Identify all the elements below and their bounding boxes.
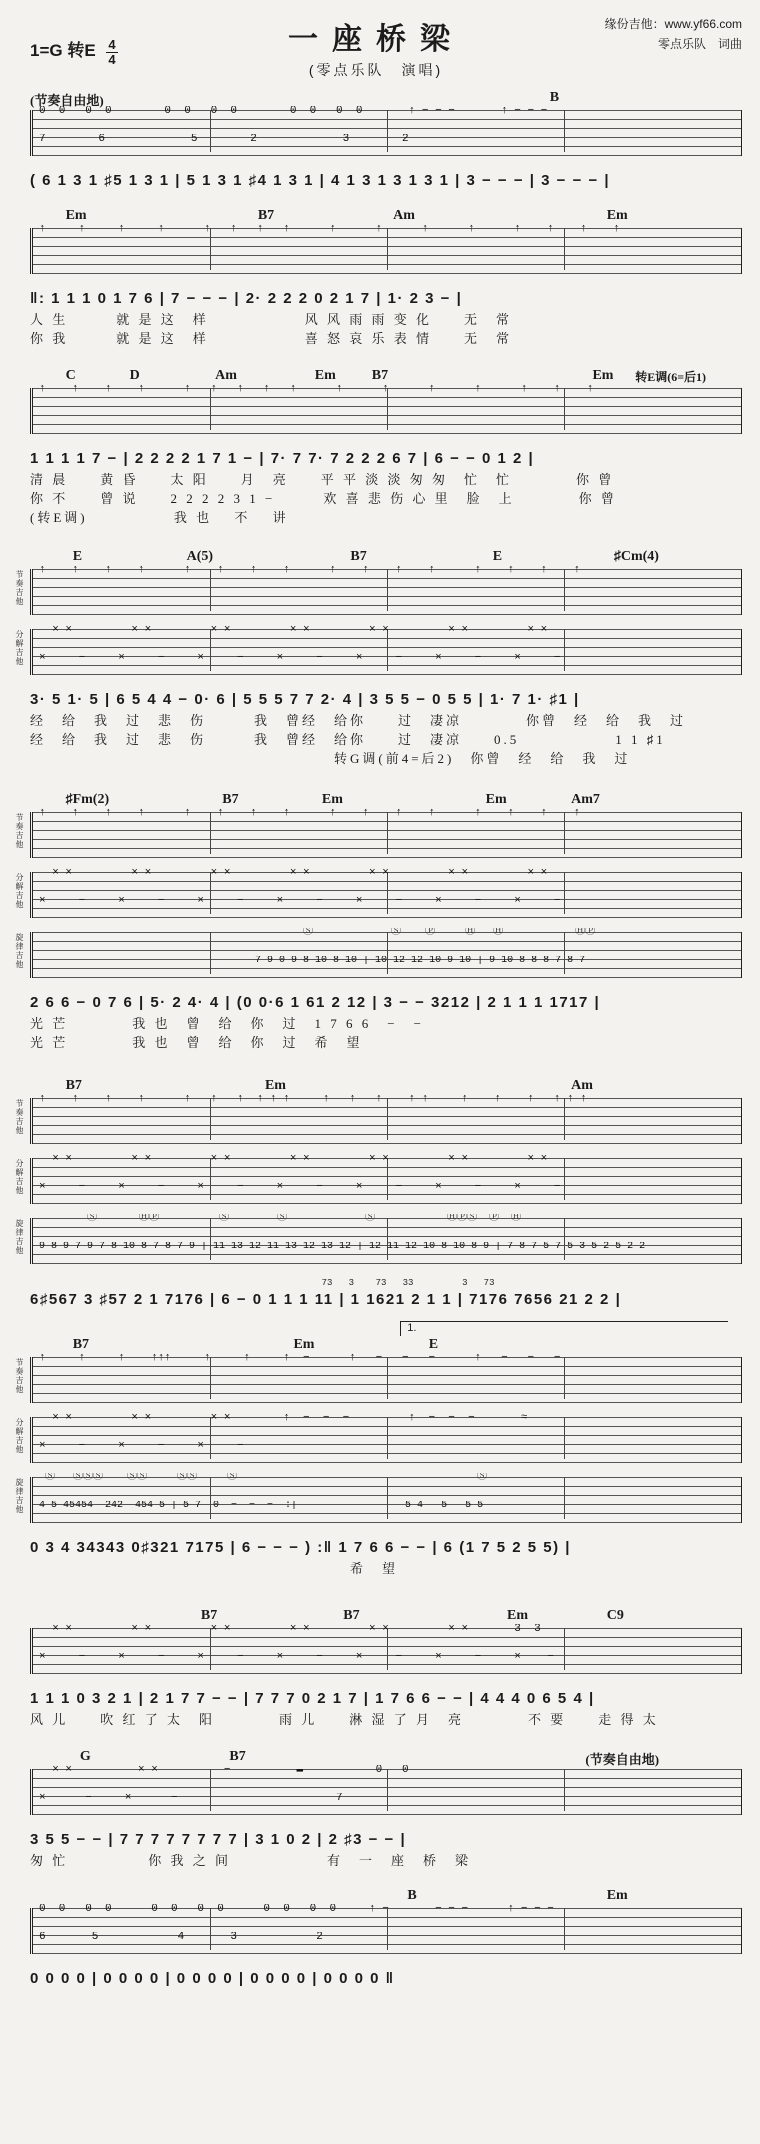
staff-notes-row: ↑ ↑ ↑ ↑ ↑ ↑ ↑ ↑ ↑ ↑ ↑ ↑ ↑ ↑ ↑ ↑ (39, 565, 581, 576)
chord-label: Em (314, 368, 336, 383)
staff-arp (15, 1154, 742, 1208)
lyrics-line: 人 生 就 是 这 样 风 风 雨 雨 变 化 无 常 (30, 312, 513, 327)
notation-system-1 (30, 90, 742, 192)
staff-notes-row: × − × − × − × − × − × − × − (39, 1652, 554, 1663)
staff-notes-row: 7 6 5 2 3 2 (39, 134, 409, 145)
staff-notes-row: ↑ ↑ ↑ ↑ ↑ ↑ ↑ ↑ ↑ ↑ ↑ ↑ ↑ ↑ ↑ ↑ (39, 808, 581, 819)
barline (210, 1218, 211, 1260)
staff-notes-row: ↑ ↑ ↑ ↑ ↑ ↑ ↑ ↑ ↑ ↑ ↑ ↑ ↑ ↑ ↑ ↑ (39, 384, 594, 395)
jianpu-line: 0 3 4 34343 0♯321 7175 | 6 − − − ) :‖ 1 7 6 6 − − | 6 (1 7 5 2 5 5) | (30, 1539, 571, 1556)
time-signature (106, 38, 117, 66)
chord-label: Em (485, 792, 507, 807)
chord-label: ♯Fm(2) (65, 792, 110, 807)
jianpu-line: 2 6 6 − 0 7 6 | 5· 2 4· 4 | (0 0·6 1 61 2 12 | 3 − − 3212 | 2 1 1 1 1717 | (30, 994, 601, 1011)
staff-strum (30, 384, 742, 438)
staff-part-label: 节奏吉他 (15, 813, 24, 849)
staff-part-label: 旋律吉他 (15, 1219, 24, 1255)
lyrics-line: 经 给 我 过 悲 伤 我 曾经 给你 过 凄凉 0.5 1 1 ♯1 (30, 732, 666, 747)
author-credit: 零点乐队 词曲 (657, 37, 742, 52)
chord-label: Am (215, 368, 237, 383)
staff-notes-row: × × × × × × × × × × × × × × (39, 1154, 548, 1165)
page-title: 一座桥梁 (288, 23, 464, 56)
jianpu-line: 3 5 5 − − | 7 7 7 7 7 7 7 7 | 3 1 0 2 | 2 ♯3 − − | (30, 1831, 407, 1848)
lyrics-line: 你 不 曾 说 2 2 2 2 3 1 − 欢 喜 悲 伤 心 里 脸 上 你 曾 (30, 491, 617, 506)
lyrics-line: 希 望 (30, 1561, 399, 1576)
notation-system-2 (30, 208, 742, 348)
staff-arp (30, 1765, 742, 1819)
staff-part-label: 节奏吉他 (15, 1358, 24, 1394)
lyrics-line: 匆 忙 你 我 之 间 有 一 座 桥 梁 (30, 1853, 472, 1868)
staff-notes-row: 9 8 9 7 9 7 8 10 8 7 8 7 9 | 11 13 12 11 13 12 13 12 | 12 11 12 10 8 10 8 9 | 7 8 7 5 7 5 3 5 2 5 2 2 (39, 1242, 646, 1252)
credits-block (552, 14, 742, 55)
barline (564, 1218, 565, 1260)
staff-strum (15, 1094, 742, 1148)
staff-notes-row: × × × × × × ↑ − − − ↑ − − − ≈ (39, 1413, 528, 1424)
chord-label: B7 (257, 208, 275, 223)
staff-part-label: 旋律吉他 (15, 1478, 24, 1514)
lyrics-line: 清 晨 黄 昏 太 阳 月 亮 平 平 淡 淡 匆 匆 忙 忙 你 曾 (30, 472, 615, 487)
notation-system-8 (30, 1608, 742, 1729)
chord-label: D (129, 368, 140, 383)
tempo-note: (节奏自由地) (585, 1752, 660, 1767)
chord-label: Em (293, 1337, 315, 1352)
modulation-note: 转E调(6=后1) (635, 370, 707, 384)
staff-part-label: 节奏吉他 (15, 570, 24, 606)
staff-notes-row: ↑ ↑ ↑ ↑↑↑ ↑ ↑ ↑ − ↑ − − − ↑ − − − (39, 1353, 561, 1364)
staff-notes-row: × − × − 7 (39, 1793, 343, 1804)
staff-notes-row: ↑ ↑ ↑ ↑ ↑ ↑ ↑ ↑ ↑ ↑ ↑ ↑ ↑ ↑ ↑ ↑ ↑ ↑ ↑ ↑ ↑ (39, 1094, 587, 1105)
lyrics-line: 经 给 我 过 悲 伤 我 曾经 给你 过 凄凉 你曾 经 给 我 过 (30, 713, 687, 728)
staff-tab (30, 1904, 742, 1958)
chord-label: G (79, 1749, 91, 1764)
staff-notes-row: × − × − × − × − × − × − × − (39, 653, 561, 664)
staff-part-label: 旋律吉他 (15, 933, 24, 969)
chord-label: Am (571, 1078, 593, 1093)
time-top: 4 (108, 36, 116, 52)
tempo-note: (节奏自由地) (30, 93, 104, 108)
notation-system-9 (30, 1749, 742, 1870)
notation-system-6 (15, 1078, 742, 1311)
jianpu-line: 6♯567 3 ♯57 2 1 7176 | 6 − 0 1 1 1 11 | 1 1621 2 1 1 | 7176 7656 21 2 2 | (30, 1291, 622, 1308)
staff-lines (30, 1214, 742, 1264)
chord-label: B7 (65, 1078, 82, 1093)
staff-notes-row: 6 5 4 3 2 (39, 1932, 323, 1943)
score-body (15, 90, 742, 1990)
barline (564, 932, 565, 974)
staff-lines (30, 1154, 742, 1204)
staff-part-label: 分解吉他 (15, 630, 24, 666)
staff-notes-row: × − × − × − × − × − × − × − (39, 1182, 561, 1193)
staff-strum (15, 808, 742, 862)
jianpu-line: 1 1 1 0 3 2 1 | 2 1 7 7 − − | 7 7 7 0 2 1 7 | 1 7 6 6 − − | 4 4 4 0 6 5 4 | (30, 1690, 595, 1707)
staff-notes-row: Ⓢ Ⓢ Ⓟ Ⓗ Ⓗ ⒽⓅ (39, 928, 596, 938)
staff-notes-row: × × × × × × × × × × × × × × (39, 625, 548, 636)
chord-label: Em (606, 208, 628, 223)
staff-notes-row: × − × − × − × − × − × − × − (39, 896, 561, 907)
chord-label: Em (321, 792, 343, 807)
staff-melody (15, 928, 742, 982)
chord-label: B7 (371, 368, 389, 383)
staff-lines (30, 224, 742, 274)
notation-system-4 (15, 549, 742, 768)
staff-arp (15, 1413, 742, 1467)
chord-label: B7 (72, 1337, 90, 1352)
volta-bracket: 1. (400, 1321, 727, 1336)
staff-strum (15, 1353, 742, 1407)
notation-system-7 (15, 1322, 742, 1578)
chord-label: Em (592, 368, 614, 383)
staff-strum (30, 224, 742, 278)
chord-label: C (65, 368, 76, 383)
chord-label: A(5) (186, 549, 214, 564)
staff-lines (30, 106, 742, 156)
barline (564, 1477, 565, 1519)
chord-label: Em (507, 1608, 529, 1623)
notation-system-10 (30, 1888, 742, 1990)
staff-notes-row: 0 0 0 0 0 0 0 0 0 0 0 0 ↑ − − − ↑ − − − (39, 106, 548, 117)
chord-label: Am (393, 208, 415, 223)
staff-lines (30, 1413, 742, 1463)
staff-part-label: 分解吉他 (15, 1159, 24, 1195)
staff-lines (30, 808, 742, 858)
staff-lines (30, 1353, 742, 1403)
staff-part-label: 分解吉他 (15, 873, 24, 909)
staff-notes-row: Ⓢ ⓈⓈⓈ ⓈⓈ ⓈⓈ Ⓢ Ⓢ (39, 1473, 488, 1483)
jianpu-line: 0 0 0 0 | 0 0 0 0 | 0 0 0 0 | 0 0 0 0 | 0 0 0 0 ‖ (30, 1970, 395, 1987)
staff-notes-row: × × × × × × × × × × × × 3 3 (39, 1624, 541, 1635)
chord-label: C9 (606, 1608, 624, 1623)
notation-system-5 (15, 792, 742, 1052)
chord-label: Am7 (571, 792, 600, 807)
staff-tab (30, 106, 742, 160)
barline (387, 1218, 388, 1260)
chord-label: E (428, 1337, 439, 1352)
jianpu-line: ‖: 1 1 1 0 1 7 6 | 7 − − − | 2· 2 2 2 0 2 1 7 | 1· 2 3 − | (30, 290, 463, 307)
staff-notes-row: × × × × − ▬ 0 0 (39, 1765, 409, 1776)
staff-notes-row: × × × × × × × × × × × × × × (39, 868, 548, 879)
barline (210, 1477, 211, 1519)
jianpu-line: 3· 5 1· 5 | 6 5 4 4 − 0· 6 | 5 5 5 7 7 2· 4 | 3 5 5 − 0 5 5 | 1· 7 1· ♯1 | (30, 691, 580, 708)
staff-lines (30, 1765, 742, 1815)
site-credit: 缘份吉他：www.yf66.com (604, 17, 742, 31)
chord-label: ♯Cm(4) (613, 549, 659, 564)
chord-label: E (492, 549, 503, 564)
lyrics-line: 光 芒 我 也 曾 给 你 过 1 7 6 6 − − (30, 1016, 424, 1031)
chord-label: B7 (229, 1749, 246, 1764)
staff-notes-row: 7 9 0 9 8 10 8 10 | 10 12 12 10 9 10 | 9 10 8 8 8 7 8 7 (39, 956, 586, 966)
barline (387, 932, 388, 974)
chord-label: B7 (343, 1608, 360, 1623)
barline (210, 932, 211, 974)
lyrics-line: 你 我 就 是 这 样 喜 怒 哀 乐 表 情 无 常 (30, 331, 513, 346)
staff-arp (30, 1624, 742, 1678)
staff-lines (30, 928, 742, 978)
notation-system-3 (30, 368, 742, 527)
staff-notes-row: × − × − × − (39, 1441, 244, 1452)
chord-label: B (407, 1888, 417, 1903)
staff-lines (30, 1904, 742, 1954)
barline (387, 1477, 388, 1519)
staff-melody (15, 1473, 742, 1527)
chord-label: Em (606, 1888, 628, 1903)
staff-notes-row: 0 0 0 0 0 0 0 0 0 0 0 0 ↑ − − − − ↑ − − − (39, 1904, 554, 1915)
ornament-row: 73 3 73 33 3 73 (30, 1278, 495, 1288)
lyrics-line: 风 儿 吹 红 了 太 阳 雨 儿 淋 湿 了 月 亮 不 要 走 得 太 (30, 1712, 659, 1727)
title-block (200, 10, 552, 80)
lyrics-line: (转E调) 我 也 不 讲 (30, 510, 289, 525)
key-text: 1=G 转E (30, 41, 96, 60)
lyrics-line: 光 芒 我 也 曾 给 你 过 希 望 (30, 1035, 363, 1050)
staff-arp (15, 868, 742, 922)
chord-label: Em (264, 1078, 286, 1093)
score-header (30, 10, 742, 80)
subtitle: (零点乐队 演唱) (308, 62, 444, 78)
staff-lines (30, 1624, 742, 1674)
staff-lines (30, 384, 742, 434)
staff-melody (15, 1214, 742, 1268)
staff-part-label: 节奏吉他 (15, 1099, 24, 1135)
key-signature (30, 36, 200, 66)
chord-label: Em (65, 208, 87, 223)
staff-notes-row: ↑ ↑ ↑ ↑ ↑ ↑ ↑ ↑ ↑ ↑ ↑ ↑ ↑ ↑ ↑ ↑ (39, 224, 620, 235)
chord-label: B7 (222, 792, 239, 807)
staff-lines (30, 868, 742, 918)
chord-label: B7 (200, 1608, 218, 1623)
staff-lines (30, 625, 742, 675)
staff-part-label: 分解吉他 (15, 1418, 24, 1454)
chord-label: E (72, 549, 83, 564)
staff-lines (30, 1473, 742, 1523)
time-bottom: 4 (108, 51, 116, 67)
staff-lines (30, 565, 742, 615)
staff-arp (15, 625, 742, 679)
staff-strum (15, 565, 742, 619)
lyrics-line: 转G调(前4=后2) 你曾 经 给 我 过 (30, 751, 631, 766)
chord-label: B (549, 90, 560, 105)
jianpu-line: 1 1 1 1 7 − | 2 2 2 2 1 7 1 − | 7· 7 7· 7 2 2 2 6 7 | 6 − − 0 1 2 | (30, 450, 535, 467)
staff-notes-row: Ⓢ ⒽⓅ Ⓢ Ⓢ Ⓢ ⒽⓅⓈ Ⓟ Ⓗ (39, 1214, 522, 1224)
staff-lines (30, 1094, 742, 1144)
chord-label: B7 (350, 549, 367, 564)
staff-notes-row: 4 5 45454 242 454 5 | 5 7 0 − − − :| 5 4 5 5 5 (39, 1501, 484, 1511)
jianpu-line: ( 6 1 3 1 ♯5 1 3 1 | 5 1 3 1 ♯4 1 3 1 | 4 1 3 1 3 1 3 1 | 3 − − − | 3 − − − | (30, 172, 611, 189)
